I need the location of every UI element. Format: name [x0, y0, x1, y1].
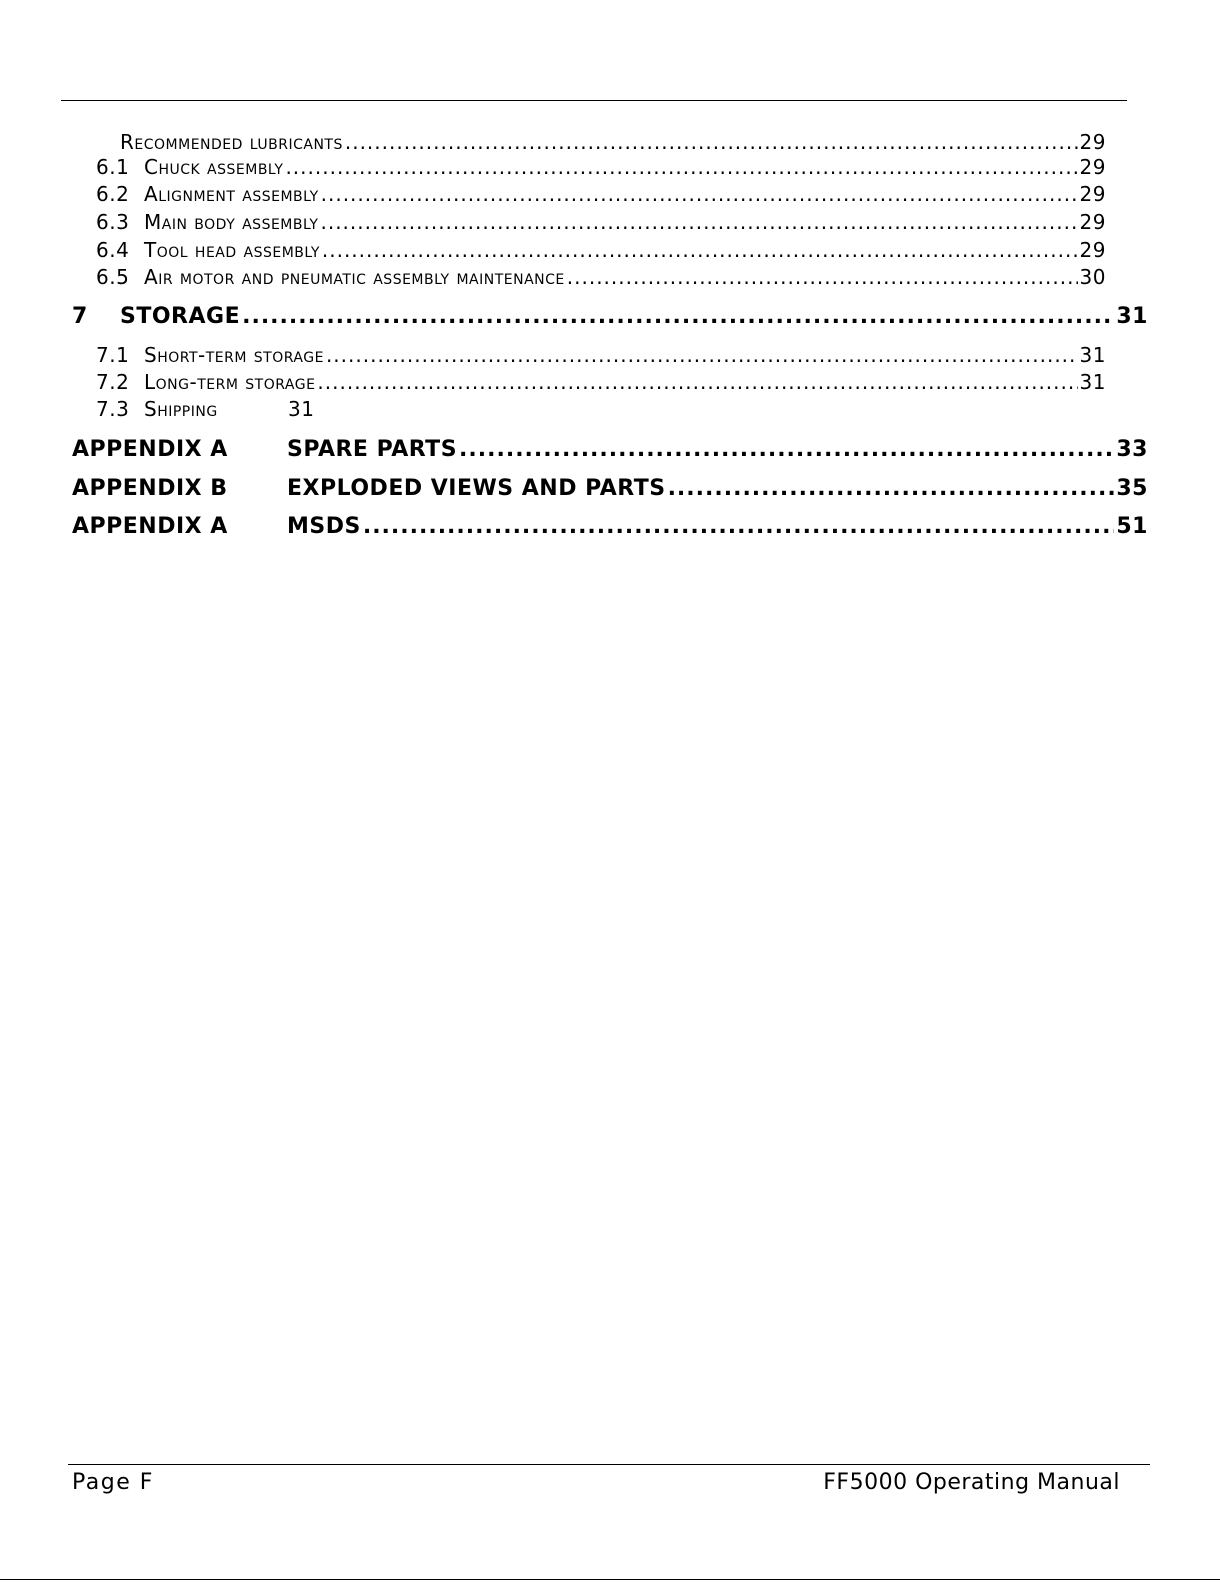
- toc-entry-7-3[interactable]: [96, 397, 496, 421]
- toc-leader-dots: [321, 182, 1078, 206]
- footer-page-label: Page F: [72, 1470, 154, 1495]
- toc-leader-dots: [459, 437, 1114, 462]
- toc-entry-number: 6.3: [96, 210, 130, 234]
- toc-leader-dots: [668, 476, 1115, 501]
- toc-entry-number: 6.4: [96, 238, 130, 262]
- toc-leader-dots: [567, 265, 1078, 289]
- toc-entry-title: MSDS: [287, 514, 361, 539]
- toc-entry-page: 33: [1116, 437, 1148, 462]
- toc-entry-6-2[interactable]: [96, 182, 1106, 206]
- toc-leader-dots: [242, 304, 1114, 329]
- toc-entry-title: SPARE PARTS: [287, 437, 458, 462]
- toc-entry-number: 7.3: [96, 397, 130, 421]
- toc-entry-6-3[interactable]: [96, 210, 1106, 234]
- toc-entry-title: Recommended lubricants: [120, 130, 343, 154]
- toc-entry-title: tool head assembly: [144, 238, 320, 262]
- toc-entry-title: EXPLODED VIEWS AND PARTS: [287, 476, 666, 501]
- toc-entry-6-5[interactable]: [96, 265, 1106, 289]
- toc-entry-title: chuck assembly: [144, 155, 284, 179]
- toc-leader-dots: [322, 238, 1078, 262]
- toc-entry-page: 31: [1079, 343, 1106, 367]
- toc-entry-title: main body assembly: [144, 210, 319, 234]
- toc-leader-dots: [326, 343, 1078, 367]
- toc-entry-number: 7.1: [96, 343, 130, 367]
- toc-entry-number: 6.2: [96, 182, 130, 206]
- toc-entry-appendix-a-spare-parts[interactable]: [72, 437, 1148, 462]
- toc-entry-appendix-b-exploded-views[interactable]: [72, 476, 1148, 501]
- toc-entry-page: 29: [1079, 210, 1106, 234]
- toc-entry-7-1[interactable]: [96, 343, 1106, 367]
- page-bottom-edge: [0, 1579, 1220, 1580]
- toc-entry-page: 29: [1079, 130, 1106, 154]
- toc-entry-title: Shipping: [144, 397, 218, 421]
- toc-entry-page: 29: [1079, 238, 1106, 262]
- toc-leader-dots: [317, 370, 1077, 394]
- toc-entry-page: 29: [1079, 182, 1106, 206]
- toc-entry-7-storage[interactable]: [72, 304, 1148, 329]
- header-rule: [61, 100, 1127, 101]
- toc-entry-6-1[interactable]: [96, 155, 1106, 179]
- toc-entry-7-2[interactable]: [96, 370, 1106, 394]
- footer-rule: [68, 1464, 1150, 1465]
- toc-entry-page: 30: [1079, 265, 1106, 289]
- toc-leader-dots: [363, 514, 1115, 539]
- toc-entry-number: 6.5: [96, 265, 130, 289]
- toc-entry-title: long-term storage: [144, 370, 316, 394]
- toc-entry-number: APPENDIX A: [72, 514, 228, 539]
- toc-entry-title: alignment assembly: [144, 182, 319, 206]
- toc-entry-appendix-a-msds[interactable]: [72, 514, 1148, 539]
- toc-leader-dots: [345, 130, 1078, 154]
- toc-entry-title: short-term storage: [144, 343, 324, 367]
- toc-entry-page: 35: [1116, 476, 1148, 501]
- toc-entry-number: APPENDIX A: [72, 437, 228, 462]
- footer-manual-title: FF5000 Operating Manual: [823, 1470, 1120, 1495]
- toc-entry-title: air motor and pneumatic assembly maintenance: [144, 265, 565, 289]
- toc-entry-number: 7: [72, 304, 88, 329]
- toc-entry-recommended-lubricants[interactable]: [120, 130, 1106, 154]
- toc-entry-number: APPENDIX B: [72, 476, 228, 501]
- toc-entry-page: 31: [1116, 304, 1148, 329]
- toc-entry-page: 51: [1116, 514, 1148, 539]
- toc-entry-page: 31: [1079, 370, 1106, 394]
- toc-entry-number: 7.2: [96, 370, 130, 394]
- toc-entry-page: 31: [288, 397, 315, 421]
- toc-entry-title: STORAGE: [120, 304, 241, 329]
- toc-entry-number: 6.1: [96, 155, 130, 179]
- toc-leader-dots: [320, 210, 1077, 234]
- toc-entry-6-4[interactable]: [96, 238, 1106, 262]
- toc-leader-dots: [285, 155, 1077, 179]
- toc-entry-page: 29: [1079, 155, 1106, 179]
